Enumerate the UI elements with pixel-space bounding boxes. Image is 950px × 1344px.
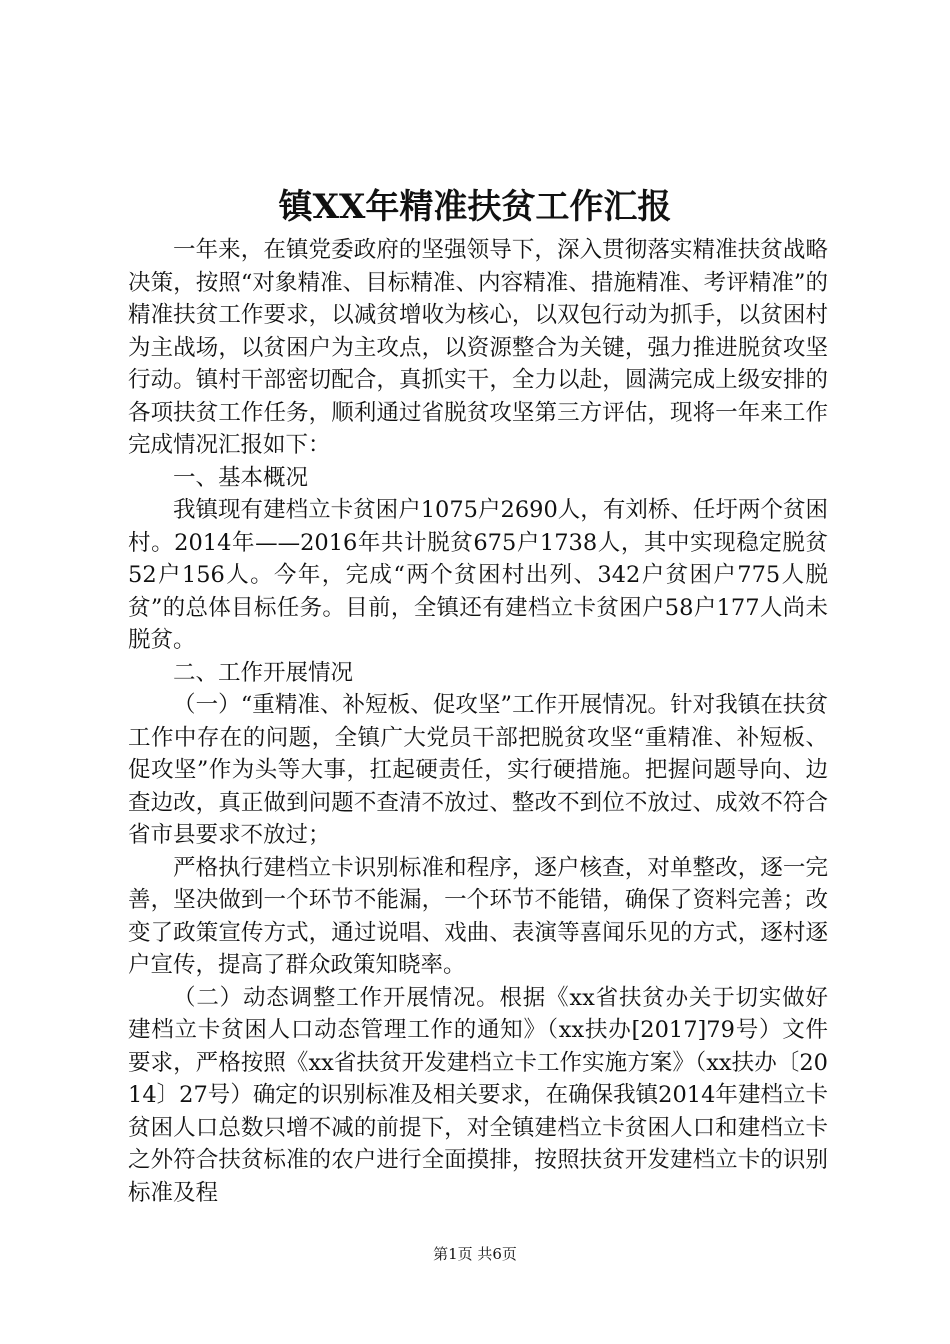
dynamic-adjustment-paragraph: （二）动态调整工作开展情况。根据《xx省扶贫办关于切实做好建档立卡贫困人口动态管理工作的通知》（xx扶办[2017]79号）文件要求，严格按照《xx省扶贫开发建档立卡工作实施方案》（xx扶办〔2014〕27号）确定的识别标准及相关要求，在确保我镇2014年建档立卡贫困人口总数只增不减的前提下，对全镇建档立卡贫困人口和建档立卡之外符合扶贫标准的农户进行全面摸排，按照扶贫开发建档立卡的识别标准及程 bbox=[128, 984, 828, 1206]
section-heading-basic-overview: 一、基本概况 bbox=[173, 464, 309, 491]
section-heading-work-progress: 二、工作开展情况 bbox=[173, 659, 354, 686]
document-title: 镇XX年精准扶贫工作汇报 bbox=[278, 187, 672, 227]
work-progress-paragraph-1: （一）“重精准、补短板、促攻坚”工作开展情况。针对我镇在扶贫工作中存在的问题，全镇广大党员干部把脱贫攻坚“重精准、补短板、促攻坚”作为头等大事，扛起硬责任，实行硬措施。把握问题导向、边查边改，真正做到问题不查清不放过、整改不到位不放过、成效不符合省市县要求不放过； bbox=[128, 692, 828, 848]
page-number-footer: 第1页 共6页 bbox=[433, 1245, 517, 1263]
document-body bbox=[128, 234, 828, 1209]
work-progress-paragraph-2: 严格执行建档立卡识别标准和程序，逐户核查，对单整改，逐一完善，坚决做到一个环节不能漏，一个环节不能错，确保了资料完善；改变了政策宣传方式，通过说唱、戏曲、表演等喜闻乐见的方式，逐村逐户宣传，提高了群众政策知晓率。 bbox=[128, 854, 828, 978]
basic-overview-paragraph: 我镇现有建档立卡贫困户1075户2690人，有刘桥、任圩两个贫困村。2014年——2016年共计脱贫675户1738人，其中实现稳定脱贫52户156人。今年，完成“两个贫困村出列、342户贫困户775人脱贫”的总体目标任务。目前，全镇还有建档立卡贫困户58户177人尚未脱贫。 bbox=[128, 497, 828, 653]
intro-paragraph: 一年来，在镇党委政府的坚强领导下，深入贯彻落实精准扶贫战略决策，按照“对象精准、目标精准、内容精准、措施精准、考评精准”的精准扶贫工作要求，以减贫增收为核心，以双包行动为抓手，以贫困村为主战场，以贫困户为主攻点，以资源整合为关键，强力推进脱贫攻坚行动。镇村干部密切配合，真抓实干，全力以赴，圆满完成上级安排的各项扶贫工作任务，顺利通过省脱贫攻坚第三方评估，现将一年来工作完成情况汇报如下： bbox=[128, 237, 828, 458]
